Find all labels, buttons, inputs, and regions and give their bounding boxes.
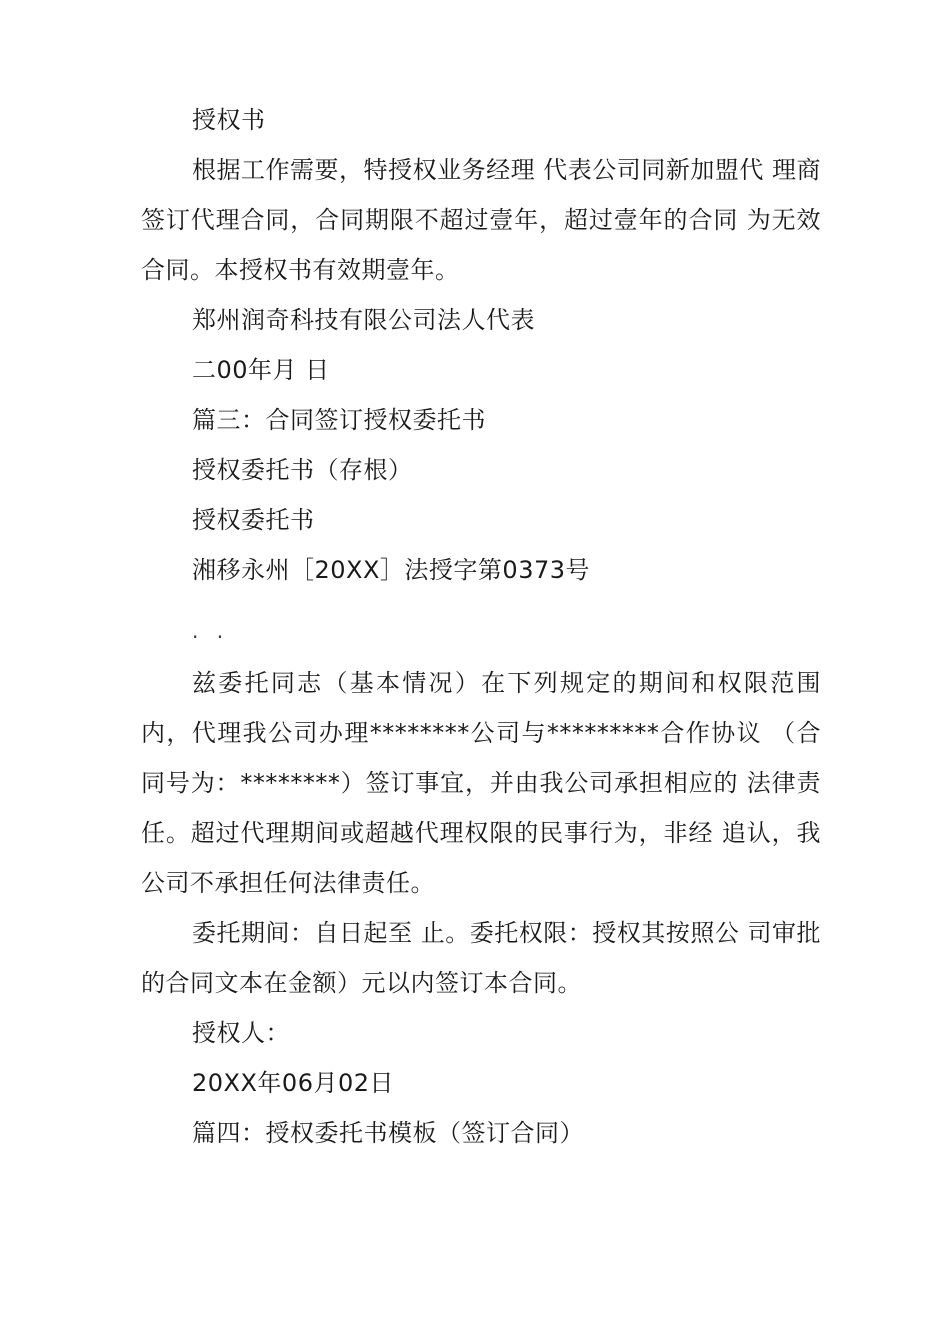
- company-representative-line: 郑州润奇科技有限公司法人代表: [192, 306, 535, 334]
- title-line: 授权书: [192, 106, 266, 134]
- signing-date: 20XX年06月02日: [192, 1069, 394, 1097]
- section-four-heading: 篇四：授权委托书模板（签订合同）: [192, 1119, 584, 1147]
- commission-paragraph: 兹委托同志（基本情况）在下列规定的期间和权限范围内，代理我公司办理********公司与*********合作协议 （合同号为：********）签订事宜，并由我公司承担相应的 法律责任。超过代理期间或超越代理权限的民事行为，非经 追认，我公司不承担任何法律责任。: [141, 669, 821, 897]
- separator-dots: · ·: [192, 625, 230, 649]
- stub-title: 授权委托书（存根）: [192, 456, 413, 484]
- period-scope-paragraph: 委托期间：自日起至 止。委托权限：授权其按照公 司审批的合同文本在金额）元以内签订本合同。: [141, 919, 821, 997]
- letter-title: 授权委托书: [192, 506, 315, 534]
- authorizer-label: 授权人：: [192, 1019, 290, 1047]
- reference-number: 湘移永州［20XX］法授字第0373号: [192, 556, 590, 584]
- authorization-paragraph: 根据工作需要，特授权业务经理 代表公司同新加盟代 理商签订代理合同，合同期限不超过壹年，超过壹年的合同 为无效合同。本授权书有效期壹年。: [141, 156, 821, 284]
- section-three-heading: 篇三：合同签订授权委托书: [192, 406, 486, 434]
- date-line: 二00年月 日: [192, 356, 330, 384]
